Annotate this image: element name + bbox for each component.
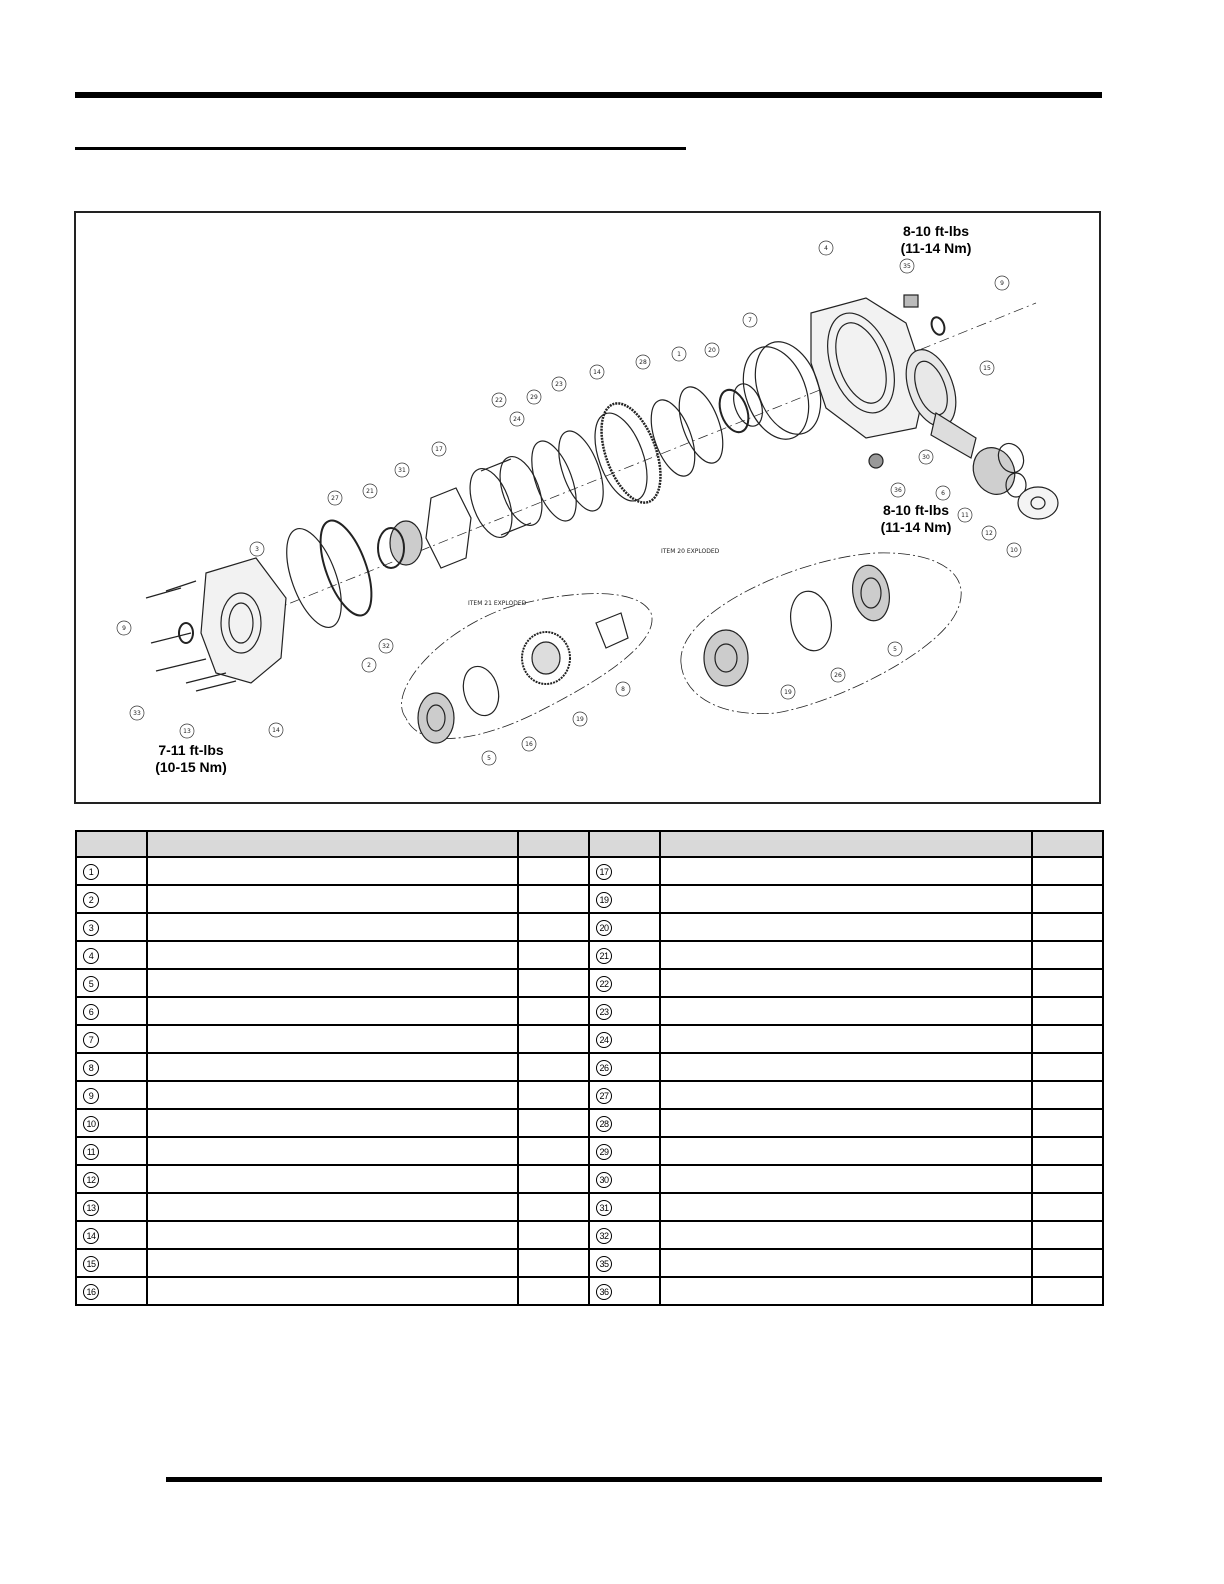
description-cell xyxy=(147,1249,518,1277)
ref-number: 16 xyxy=(83,1284,99,1300)
table-row xyxy=(76,1165,1103,1193)
table-row xyxy=(76,1249,1103,1277)
description-cell xyxy=(147,969,518,997)
ref-number: 21 xyxy=(596,948,612,964)
ref-cell xyxy=(589,885,660,913)
ref-cell xyxy=(76,1025,147,1053)
svg-text:1: 1 xyxy=(677,351,681,358)
svg-text:30: 30 xyxy=(922,454,930,461)
callout-4: 4 xyxy=(824,245,828,252)
ref-number: 5 xyxy=(83,976,99,992)
ref-number: 19 xyxy=(596,892,612,908)
table-row xyxy=(76,1109,1103,1137)
qty-cell xyxy=(518,1025,589,1053)
svg-text:13: 13 xyxy=(183,728,191,735)
qty-cell xyxy=(1032,969,1103,997)
ref-number: 1 xyxy=(83,864,99,880)
ref-number: 3 xyxy=(83,920,99,936)
svg-text:5: 5 xyxy=(487,755,491,762)
description-cell xyxy=(660,941,1032,969)
table-row xyxy=(76,1277,1103,1305)
qty-cell xyxy=(518,1053,589,1081)
table-row xyxy=(76,885,1103,913)
qty-cell xyxy=(518,941,589,969)
description-cell xyxy=(660,885,1032,913)
svg-text:33: 33 xyxy=(133,710,141,717)
svg-text:2: 2 xyxy=(367,662,371,669)
svg-text:26: 26 xyxy=(834,672,842,679)
parts-table xyxy=(75,830,1104,1306)
description-cell xyxy=(660,1277,1032,1305)
ref-number: 7 xyxy=(83,1032,99,1048)
torque-spec-right: 8-10 ft-lbs (11-14 Nm) xyxy=(880,502,952,535)
ref-number: 15 xyxy=(83,1256,99,1272)
exploded-view-diagram xyxy=(74,211,1101,804)
description-cell xyxy=(147,1081,518,1109)
description-cell xyxy=(147,1137,518,1165)
qty-cell xyxy=(518,885,589,913)
ref-cell xyxy=(76,941,147,969)
ref-cell xyxy=(589,1081,660,1109)
svg-text:23: 23 xyxy=(555,381,563,388)
svg-text:12: 12 xyxy=(985,530,993,537)
ref-number: 36 xyxy=(596,1284,612,1300)
ref-cell xyxy=(589,913,660,941)
svg-text:27: 27 xyxy=(331,495,339,502)
ref-cell xyxy=(76,1249,147,1277)
table-row xyxy=(76,997,1103,1025)
svg-text:14: 14 xyxy=(272,727,280,734)
table-row xyxy=(76,1025,1103,1053)
header-ref-right xyxy=(589,831,660,857)
svg-text:16: 16 xyxy=(525,741,533,748)
qty-cell xyxy=(518,997,589,1025)
description-cell xyxy=(660,1081,1032,1109)
svg-text:6: 6 xyxy=(941,490,945,497)
svg-text:14: 14 xyxy=(593,369,601,376)
ref-cell xyxy=(76,969,147,997)
qty-cell xyxy=(1032,1193,1103,1221)
description-cell xyxy=(660,1109,1032,1137)
ref-number: 32 xyxy=(596,1228,612,1244)
description-cell xyxy=(660,1165,1032,1193)
table-row xyxy=(76,1081,1103,1109)
qty-cell xyxy=(1032,1221,1103,1249)
svg-text:11: 11 xyxy=(961,512,969,519)
header-desc-left xyxy=(147,831,518,857)
qty-cell xyxy=(518,969,589,997)
table-row xyxy=(76,913,1103,941)
ref-number: 30 xyxy=(596,1172,612,1188)
description-cell xyxy=(660,1249,1032,1277)
description-cell xyxy=(660,997,1032,1025)
ref-cell xyxy=(76,1221,147,1249)
qty-cell xyxy=(1032,1137,1103,1165)
ref-cell xyxy=(76,1165,147,1193)
svg-text:19: 19 xyxy=(784,689,792,696)
qty-cell xyxy=(518,1165,589,1193)
description-cell xyxy=(660,913,1032,941)
table-row xyxy=(76,1221,1103,1249)
exploded-label-item-20: ITEM 20 EXPLODED xyxy=(661,548,720,555)
table-header-row xyxy=(76,831,1103,857)
ref-cell xyxy=(589,1137,660,1165)
ref-number: 8 xyxy=(83,1060,99,1076)
description-cell xyxy=(147,857,518,885)
torque-spec-top: 8-10 ft-lbs (11-14 Nm) xyxy=(900,223,972,256)
ref-cell xyxy=(589,1193,660,1221)
ref-number: 17 xyxy=(596,864,612,880)
ref-cell xyxy=(76,857,147,885)
ref-number: 10 xyxy=(83,1116,99,1132)
description-cell xyxy=(660,1025,1032,1053)
ref-cell xyxy=(589,969,660,997)
ref-number: 13 xyxy=(83,1200,99,1216)
table-row xyxy=(76,1193,1103,1221)
description-cell xyxy=(147,1221,518,1249)
ref-cell xyxy=(76,1137,147,1165)
ref-number: 23 xyxy=(596,1004,612,1020)
section-title-rule xyxy=(75,147,686,150)
qty-cell xyxy=(1032,1081,1103,1109)
ref-cell xyxy=(76,1109,147,1137)
svg-text:28: 28 xyxy=(639,359,647,366)
svg-text:10: 10 xyxy=(1010,547,1018,554)
qty-cell xyxy=(1032,1109,1103,1137)
header-desc-right xyxy=(660,831,1032,857)
svg-text:19: 19 xyxy=(576,716,584,723)
exploded-label-item-21: ITEM 21 EXPLODED xyxy=(468,600,527,607)
ref-number: 27 xyxy=(596,1088,612,1104)
description-cell xyxy=(147,1277,518,1305)
svg-text:32: 32 xyxy=(382,643,390,650)
table-row xyxy=(76,1137,1103,1165)
qty-cell xyxy=(518,913,589,941)
ref-number: 26 xyxy=(596,1060,612,1076)
ref-number: 2 xyxy=(83,892,99,908)
ref-cell xyxy=(589,1277,660,1305)
description-cell xyxy=(147,1109,518,1137)
qty-cell xyxy=(1032,1249,1103,1277)
qty-cell xyxy=(518,1137,589,1165)
svg-text:20: 20 xyxy=(708,347,716,354)
svg-text:3: 3 xyxy=(255,546,259,553)
ref-number: 11 xyxy=(83,1144,99,1160)
ref-cell xyxy=(589,857,660,885)
qty-cell xyxy=(1032,913,1103,941)
qty-cell xyxy=(518,1277,589,1305)
svg-text:36: 36 xyxy=(894,487,902,494)
description-cell xyxy=(660,1221,1032,1249)
ref-cell xyxy=(76,1277,147,1305)
ref-cell xyxy=(589,1109,660,1137)
description-cell xyxy=(147,1165,518,1193)
ref-cell xyxy=(589,1221,660,1249)
header-ref-left xyxy=(76,831,147,857)
qty-cell xyxy=(518,1081,589,1109)
qty-cell xyxy=(1032,885,1103,913)
ref-number: 6 xyxy=(83,1004,99,1020)
description-cell xyxy=(147,941,518,969)
svg-text:35: 35 xyxy=(903,263,911,270)
ref-cell xyxy=(76,1193,147,1221)
ref-cell xyxy=(76,997,147,1025)
qty-cell xyxy=(518,1221,589,1249)
table-row xyxy=(76,857,1103,885)
qty-cell xyxy=(518,1249,589,1277)
description-cell xyxy=(660,969,1032,997)
svg-text:22: 22 xyxy=(495,397,503,404)
ref-cell xyxy=(589,997,660,1025)
ref-cell xyxy=(76,913,147,941)
qty-cell xyxy=(1032,1025,1103,1053)
qty-cell xyxy=(1032,997,1103,1025)
ref-number: 14 xyxy=(83,1228,99,1244)
ref-number: 24 xyxy=(596,1032,612,1048)
qty-cell xyxy=(1032,857,1103,885)
ref-cell xyxy=(589,1249,660,1277)
svg-text:5: 5 xyxy=(893,646,897,653)
table-row xyxy=(76,1053,1103,1081)
ref-cell xyxy=(76,1053,147,1081)
description-cell xyxy=(147,997,518,1025)
ref-number: 31 xyxy=(596,1200,612,1216)
description-cell xyxy=(147,1053,518,1081)
description-cell xyxy=(660,1053,1032,1081)
description-cell xyxy=(147,913,518,941)
qty-cell xyxy=(518,857,589,885)
ref-number: 35 xyxy=(596,1256,612,1272)
description-cell xyxy=(660,857,1032,885)
description-cell xyxy=(147,885,518,913)
svg-text:8: 8 xyxy=(621,686,625,693)
qty-cell xyxy=(1032,941,1103,969)
table-row xyxy=(76,969,1103,997)
description-cell xyxy=(660,1193,1032,1221)
ref-cell xyxy=(589,941,660,969)
qty-cell xyxy=(1032,1053,1103,1081)
ref-number: 22 xyxy=(596,976,612,992)
svg-text:9: 9 xyxy=(122,625,126,632)
svg-text:21: 21 xyxy=(366,488,374,495)
ref-cell xyxy=(589,1025,660,1053)
svg-text:31: 31 xyxy=(398,467,406,474)
ref-number: 20 xyxy=(596,920,612,936)
torque-spec-left: 7-11 ft-lbs (10-15 Nm) xyxy=(155,742,227,775)
qty-cell xyxy=(518,1109,589,1137)
qty-cell xyxy=(1032,1165,1103,1193)
ref-cell xyxy=(76,885,147,913)
ref-number: 4 xyxy=(83,948,99,964)
svg-text:9: 9 xyxy=(1000,280,1004,287)
qty-cell xyxy=(1032,1277,1103,1305)
ref-cell xyxy=(589,1053,660,1081)
svg-text:7: 7 xyxy=(748,317,752,324)
qty-cell xyxy=(518,1193,589,1221)
ref-cell xyxy=(76,1081,147,1109)
ref-number: 28 xyxy=(596,1116,612,1132)
description-cell xyxy=(147,1025,518,1053)
svg-text:17: 17 xyxy=(435,446,443,453)
table-row xyxy=(76,941,1103,969)
svg-text:29: 29 xyxy=(530,394,538,401)
header-qty-right xyxy=(1032,831,1103,857)
ref-number: 29 xyxy=(596,1144,612,1160)
ref-number: 12 xyxy=(83,1172,99,1188)
ref-number: 9 xyxy=(83,1088,99,1104)
header-qty-left xyxy=(518,831,589,857)
ref-cell xyxy=(589,1165,660,1193)
description-cell xyxy=(147,1193,518,1221)
description-cell xyxy=(660,1137,1032,1165)
svg-text:24: 24 xyxy=(513,416,521,423)
header-rule xyxy=(75,92,1102,98)
svg-text:15: 15 xyxy=(983,365,991,372)
footer-rule xyxy=(166,1477,1102,1482)
